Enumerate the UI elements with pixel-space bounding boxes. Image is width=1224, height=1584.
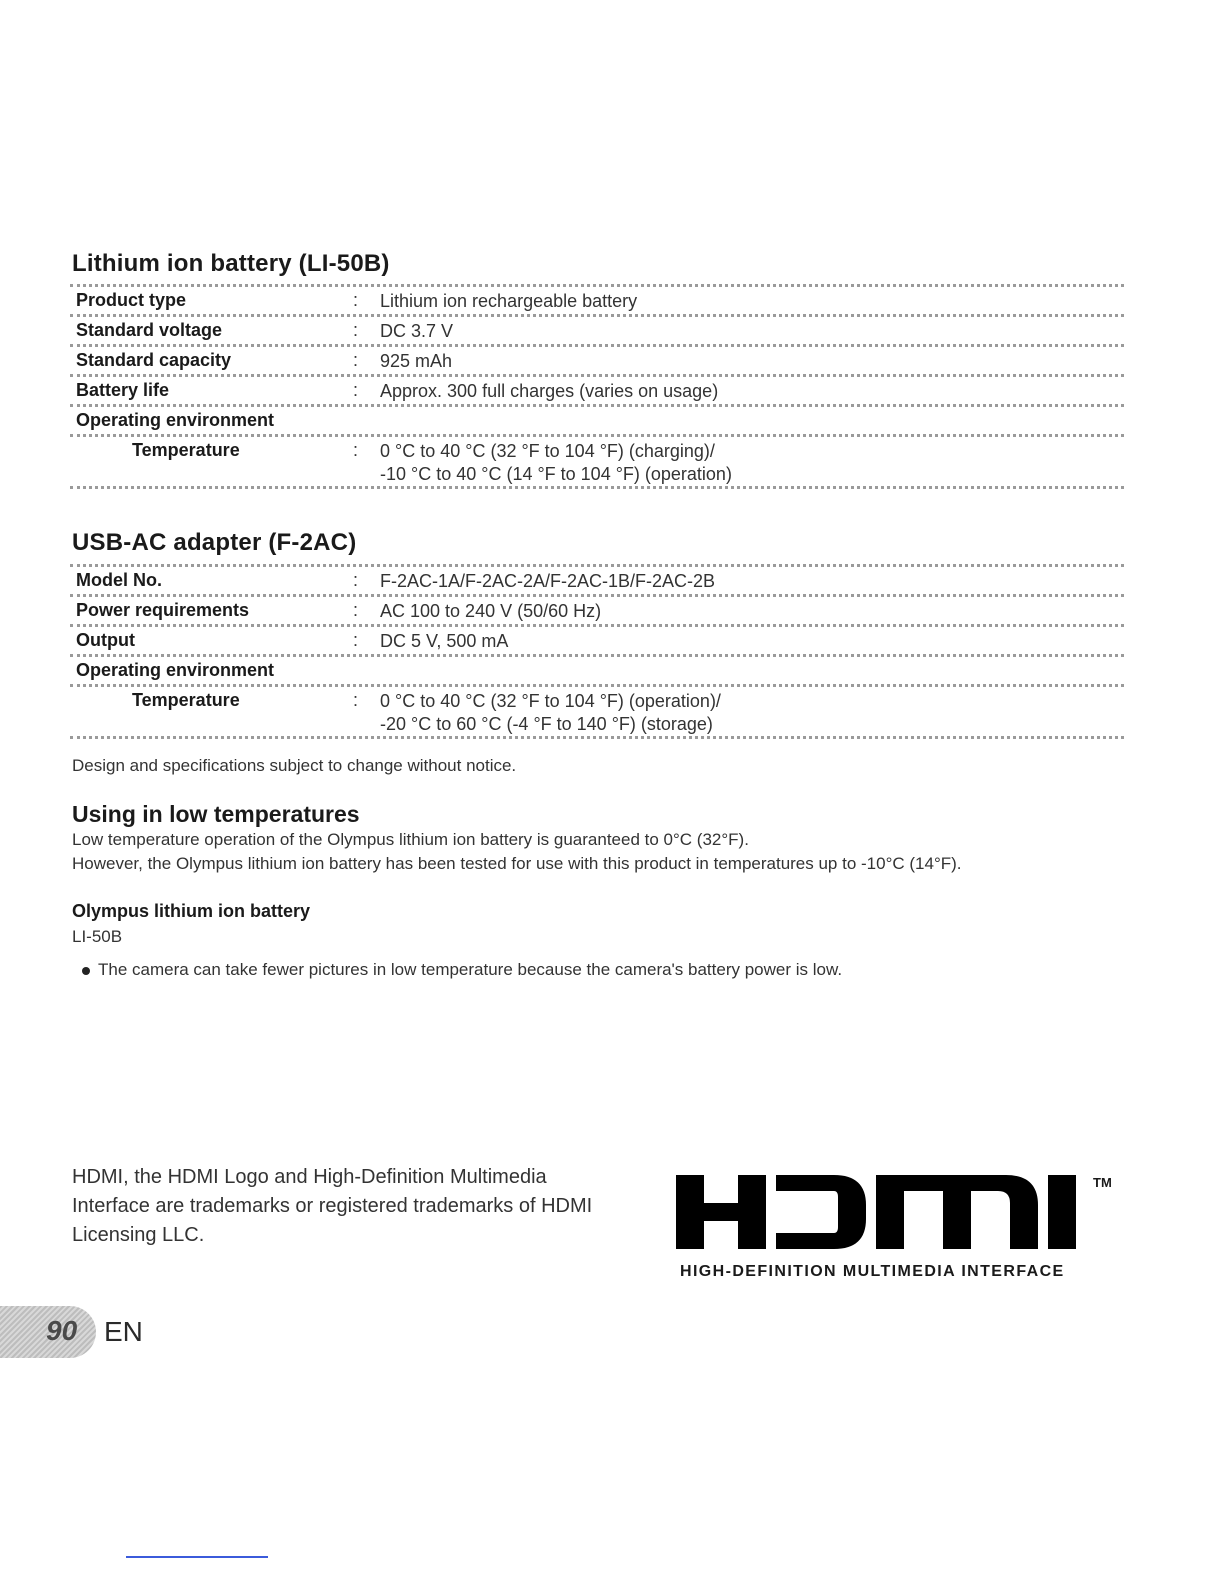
spec-label: Temperature <box>132 690 240 710</box>
hdmi-logo-d <box>776 1175 866 1249</box>
battery-heading: Olympus lithium ion battery <box>72 901 311 921</box>
bullet-icon <box>82 967 90 975</box>
spec-value-line: 0 °C to 40 °C (32 °F to 104 °F) (operation)/ <box>380 691 721 711</box>
spec-label: Standard voltage <box>76 320 223 340</box>
spec-label: Output <box>76 630 135 650</box>
spec-colon: : <box>353 630 359 650</box>
table-row <box>70 284 1124 314</box>
spec-colon: : <box>353 350 359 370</box>
battery-section-title: Lithium ion battery (LI-50B) <box>72 250 390 277</box>
spec-label: Model No. <box>76 570 162 590</box>
low-temp-title: Using in low temperatures <box>72 801 360 827</box>
table-row <box>70 594 1124 624</box>
spec-value-line: -10 °C to 40 °C (14 °F to 104 °F) (operation) <box>380 464 732 484</box>
table-row <box>70 624 1124 654</box>
spec-value-line: -20 °C to 60 °C (-4 °F to 140 °F) (storage) <box>380 714 713 734</box>
spec-label: Operating environment <box>76 660 275 680</box>
spec-value: Lithium ion rechargeable battery <box>380 291 638 311</box>
spec-colon: : <box>353 690 359 710</box>
spec-value <box>380 440 732 486</box>
spec-colon: : <box>353 440 359 460</box>
table-row <box>70 654 1124 684</box>
spec-label: Operating environment <box>76 410 275 430</box>
table-row <box>70 564 1124 594</box>
divider <box>70 486 1124 489</box>
spec-label: Temperature <box>132 440 240 460</box>
hdmi-logo-m <box>876 1175 1038 1249</box>
spec-value: Approx. 300 full charges (varies on usage) <box>380 381 719 401</box>
spec-value: DC 5 V, 500 mA <box>380 631 509 651</box>
spec-colon: : <box>353 570 359 590</box>
bullet-text: The camera can take fewer pictures in low temperature because the camera's battery power is low. <box>98 960 843 979</box>
trademark-symbol: TM <box>1093 1175 1112 1190</box>
spec-label: Power requirements <box>76 600 250 620</box>
table-row <box>70 374 1124 404</box>
low-temp-line-1: Low temperature operation of the Olympus lithium ion battery is guaranteed to 0°C (32°F). <box>72 830 749 849</box>
adapter-spec-table <box>70 564 1124 739</box>
spec-label: Product type <box>76 290 187 310</box>
hdmi-trademark-text: HDMI, the HDMI Logo and High-Definition Multimedia Interface are trademarks or registered trademarks of HDMI Licensing LLC. <box>72 1166 593 1246</box>
low-temp-line-2: However, the Olympus lithium ion battery has been tested for use with this product in temperatures up to -10°C (14°F). <box>72 854 962 873</box>
bottom-divider <box>126 1556 268 1558</box>
spec-value <box>380 690 721 736</box>
list-item <box>82 960 842 980</box>
spec-value-line: 0 °C to 40 °C (32 °F to 104 °F) (charging)/ <box>380 441 715 461</box>
spec-colon: : <box>353 380 359 400</box>
spec-colon: : <box>353 320 359 340</box>
table-row <box>70 344 1124 374</box>
table-row <box>70 314 1124 344</box>
divider <box>70 736 1124 739</box>
page-number: 90 <box>46 1315 78 1346</box>
spec-value: DC 3.7 V <box>380 321 454 341</box>
hdmi-logo-i <box>1048 1175 1076 1249</box>
table-row <box>70 404 1124 434</box>
hdmi-subtitle: HIGH-DEFINITION MULTIMEDIA INTERFACE <box>680 1263 1065 1280</box>
adapter-section-title: USB-AC adapter (F-2AC) <box>72 529 357 556</box>
spec-label: Battery life <box>76 380 170 400</box>
spec-value: F-2AC-1A/F-2AC-2A/F-2AC-1B/F-2AC-2B <box>380 571 716 591</box>
spec-change-note: Design and specifications subject to change without notice. <box>72 756 517 775</box>
table-row <box>70 684 1124 736</box>
battery-model: LI-50B <box>72 927 123 946</box>
spec-value: 925 mAh <box>380 351 453 371</box>
page-language: EN <box>104 1316 143 1347</box>
spec-colon: : <box>353 290 359 310</box>
spec-value: AC 100 to 240 V (50/60 Hz) <box>380 601 602 621</box>
spec-colon: : <box>353 600 359 620</box>
battery-spec-table <box>70 284 1124 489</box>
hdmi-logo <box>676 1175 1082 1249</box>
spec-label: Standard capacity <box>76 350 232 370</box>
table-row <box>70 434 1124 486</box>
